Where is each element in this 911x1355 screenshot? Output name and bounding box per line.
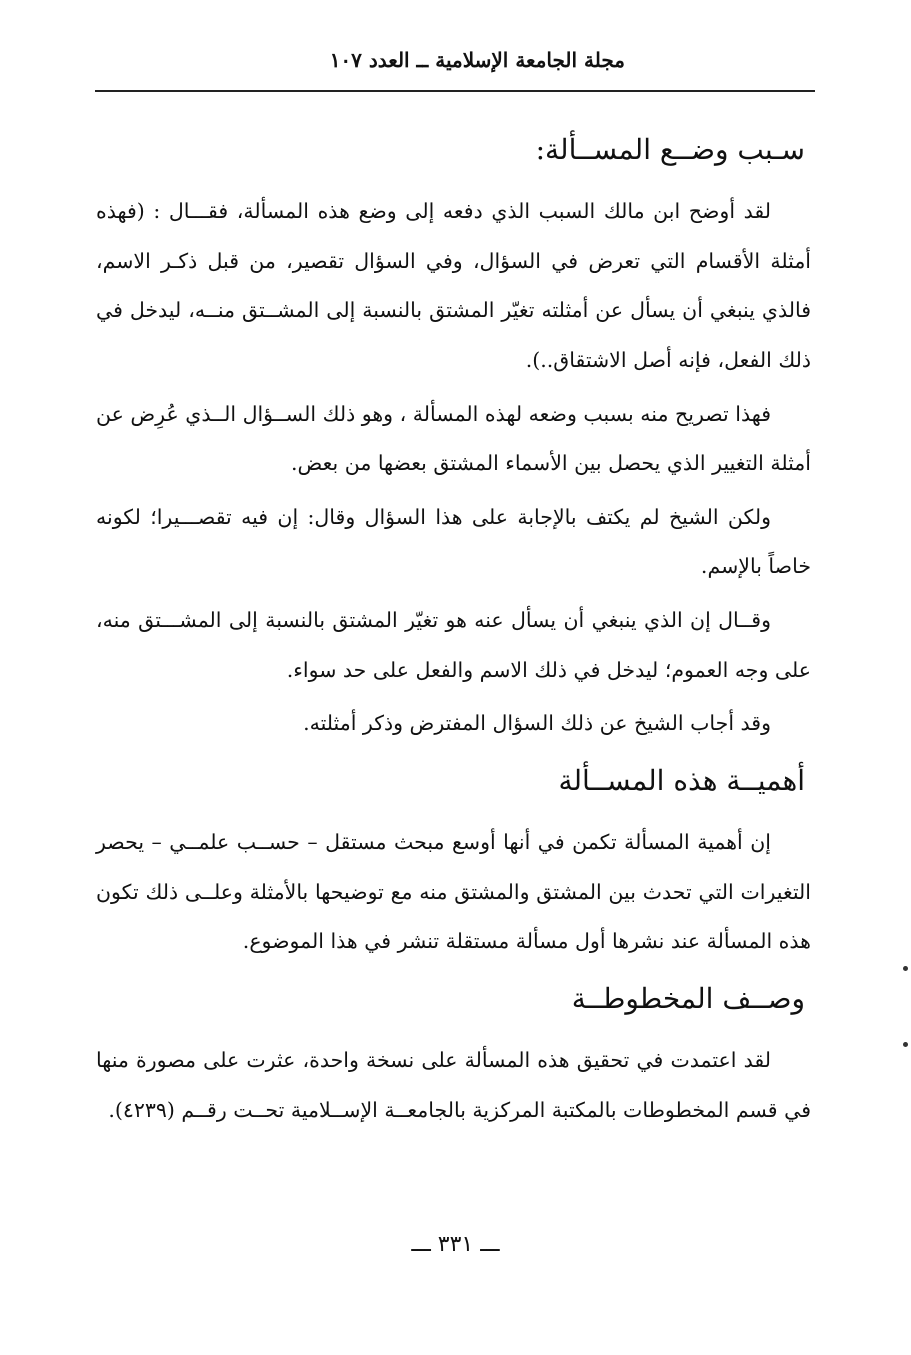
paragraph: ولكن الشيخ لم يكتف بالإجابة على هذا السؤال وقال: إن فيه تقصـــيرا؛ لكونه خاصاً بالإسم. [96,504,811,579]
paragraph: إن أهمية المسألة تكمن في أنها أوسع مبحث مستقل – حســب علمــي – يحصر التغيرات التي تحدث بين المشتق والمشتق منه مع توضيحها بالأمثلة وعلــى ذلك تكون هذه المسألة عند نشرها أول مسألة مستقلة تنشر في هذا الموضوع. [96,830,811,954]
journal-title: مجلة الجامعة الإسلامية ــ العدد ١٠٧ [329,48,625,72]
paragraph: لقد أوضح ابن مالك السبب الذي دفعه إلى وضع هذه المسألة، فقـــال : (فهذه أمثلة الأقسام التي تعرض في السؤال، وفي السؤال تقصير، من قبل ذكـر الاسم، فالذي ينبغي أن يسأل عن أمثلته تغيّر المشتق بالنسبة إلى المشــتق منــه، ليدخل في ذلك الفعل، فإنه أصل الاشتقاق..). [96,199,811,373]
paragraph: فهذا تصريح منه بسبب وضعه لهذه المسألة ، وهو ذلك الســؤال الــذي عُرِض عن أمثلة التغيير الذي يحصل بين الأسماء المشتق بعضها من بعض. [96,401,811,476]
paragraph: وقد أجاب الشيخ عن ذلك السؤال المفترض وذكر أمثلته. [303,711,771,736]
page-number: ـــ ٣٣١ ـــ [411,1232,500,1257]
section-heading-importance: أهميــة هذه المســألة [558,763,805,797]
scan-mark [903,1042,908,1047]
page-body [96,118,811,1139]
section-heading-manuscript: وصــف المخطوطــة [571,981,805,1015]
paragraph: وقــال إن الذي ينبغي أن يسأل عنه هو تغيّر المشتق بالنسبة إلى المشـــتق منه، على وجه العموم؛ ليدخل في ذلك الاسم والفعل على حد سواء. [96,608,811,682]
scan-mark [903,966,908,971]
page-header [95,44,815,92]
paragraph: لقد اعتمدت في تحقيق هذه المسألة على نسخة واحدة، عثرت على مصورة منها في قسم المخطوطات بالمكتبة المركزية بالجامعــة الإســلامية تحــت رقــم (٤٢٣٩). [96,1048,811,1122]
section-heading-reason: سـبب وضــع المســألة: [535,133,805,166]
